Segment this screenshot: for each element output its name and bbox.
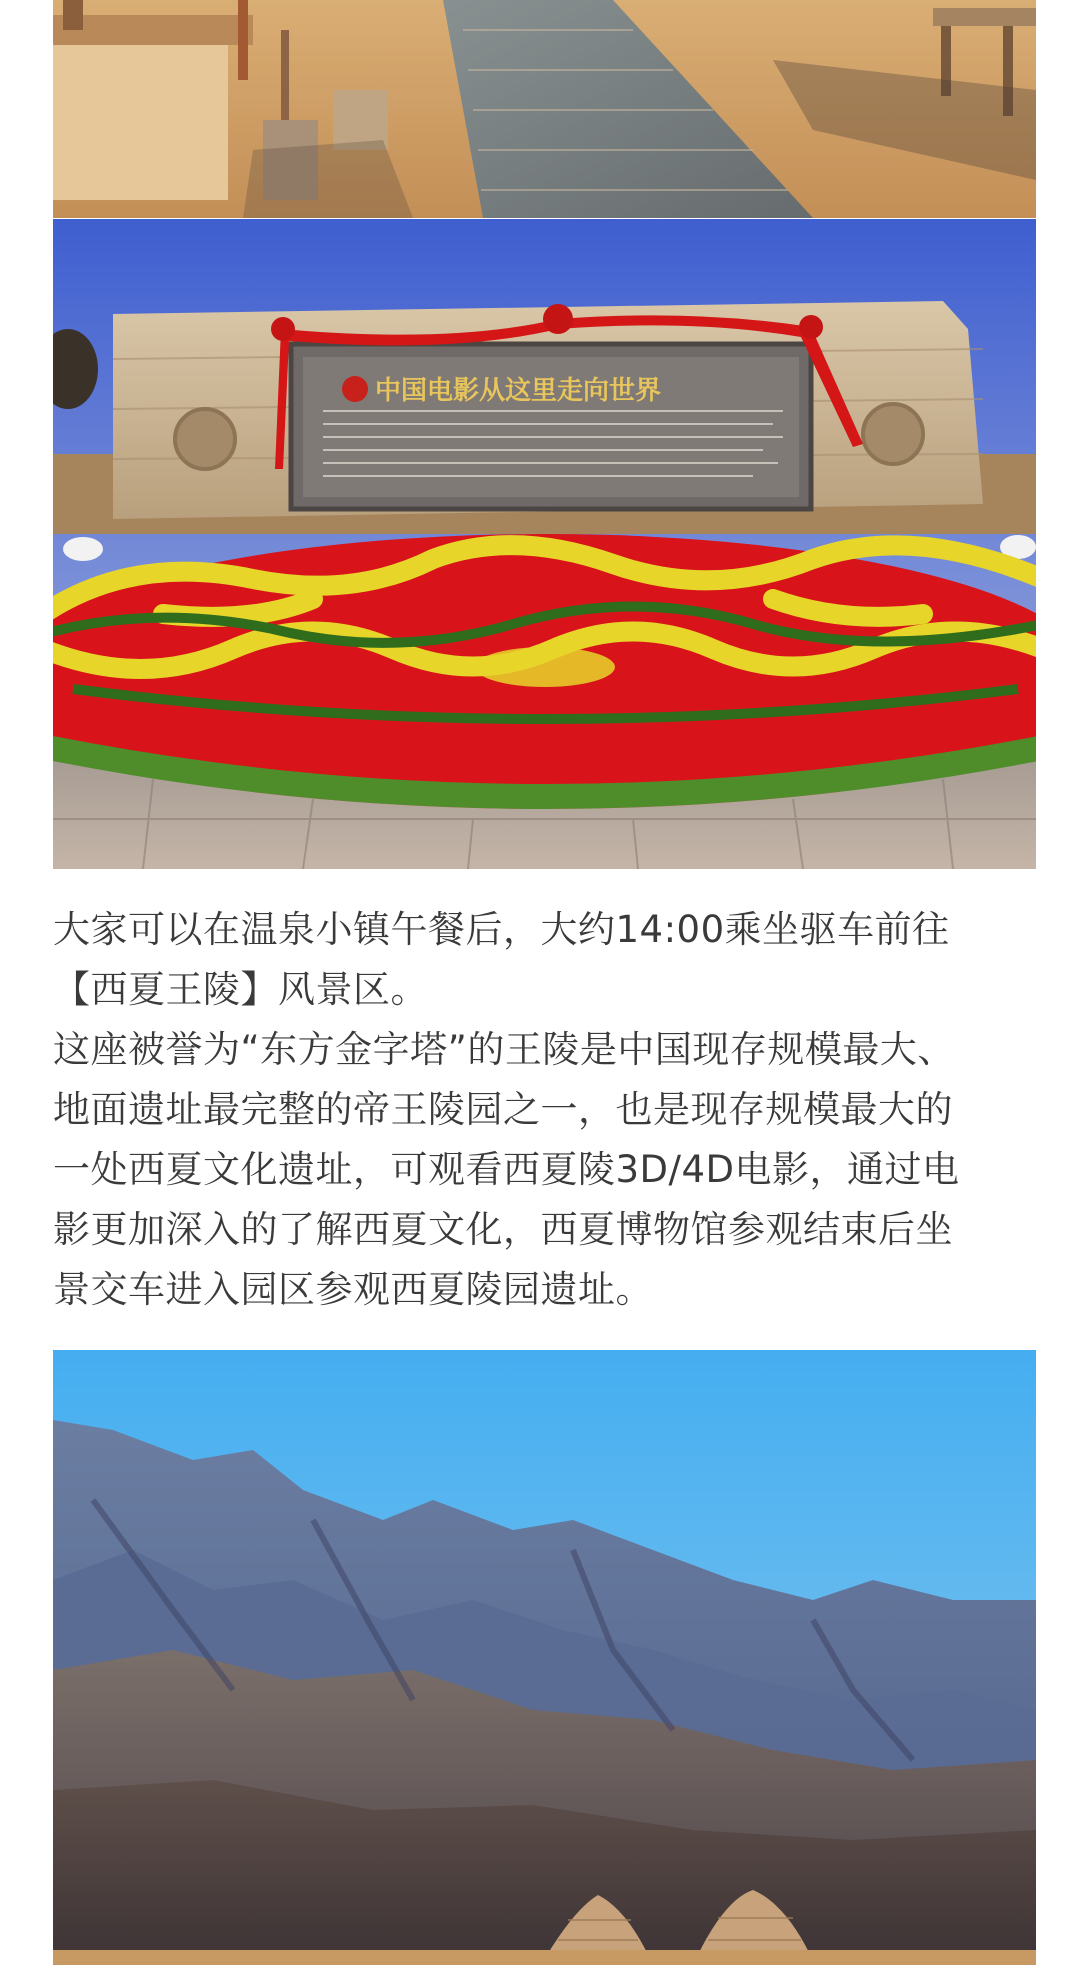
paragraph-line: 【西夏王陵】风景区。: [53, 968, 428, 1011]
paragraph-line: 这座被誉为“东方金字塔”的王陵是中国现存规模最大、: [53, 1028, 955, 1071]
paragraph-line: 一处西夏文化遗址，可观看西夏陵3D/4D电影，通过电: [53, 1148, 960, 1191]
helan-mountains-tombs-photo: [53, 1350, 1036, 1965]
paragraph-line: 景交车进入园区参观西夏陵园遗址。: [53, 1268, 653, 1311]
description-paragraph: [53, 1020, 1043, 1320]
film-monument-photo: [53, 219, 1036, 869]
intro-paragraph: [53, 900, 1043, 1020]
paragraph-line: 影更加深入的了解西夏文化，西夏博物馆参观结束后坐: [53, 1208, 953, 1251]
paragraph-line: 大家可以在温泉小镇午餐后，大约14:00乘坐驱车前往: [53, 908, 950, 951]
stone-path-photo: [53, 0, 1036, 218]
plaque-text: 中国电影从这里走向世界: [375, 376, 662, 406]
paragraph-line: 地面遗址最完整的帝王陵园之一，也是现存规模最大的: [53, 1088, 953, 1131]
